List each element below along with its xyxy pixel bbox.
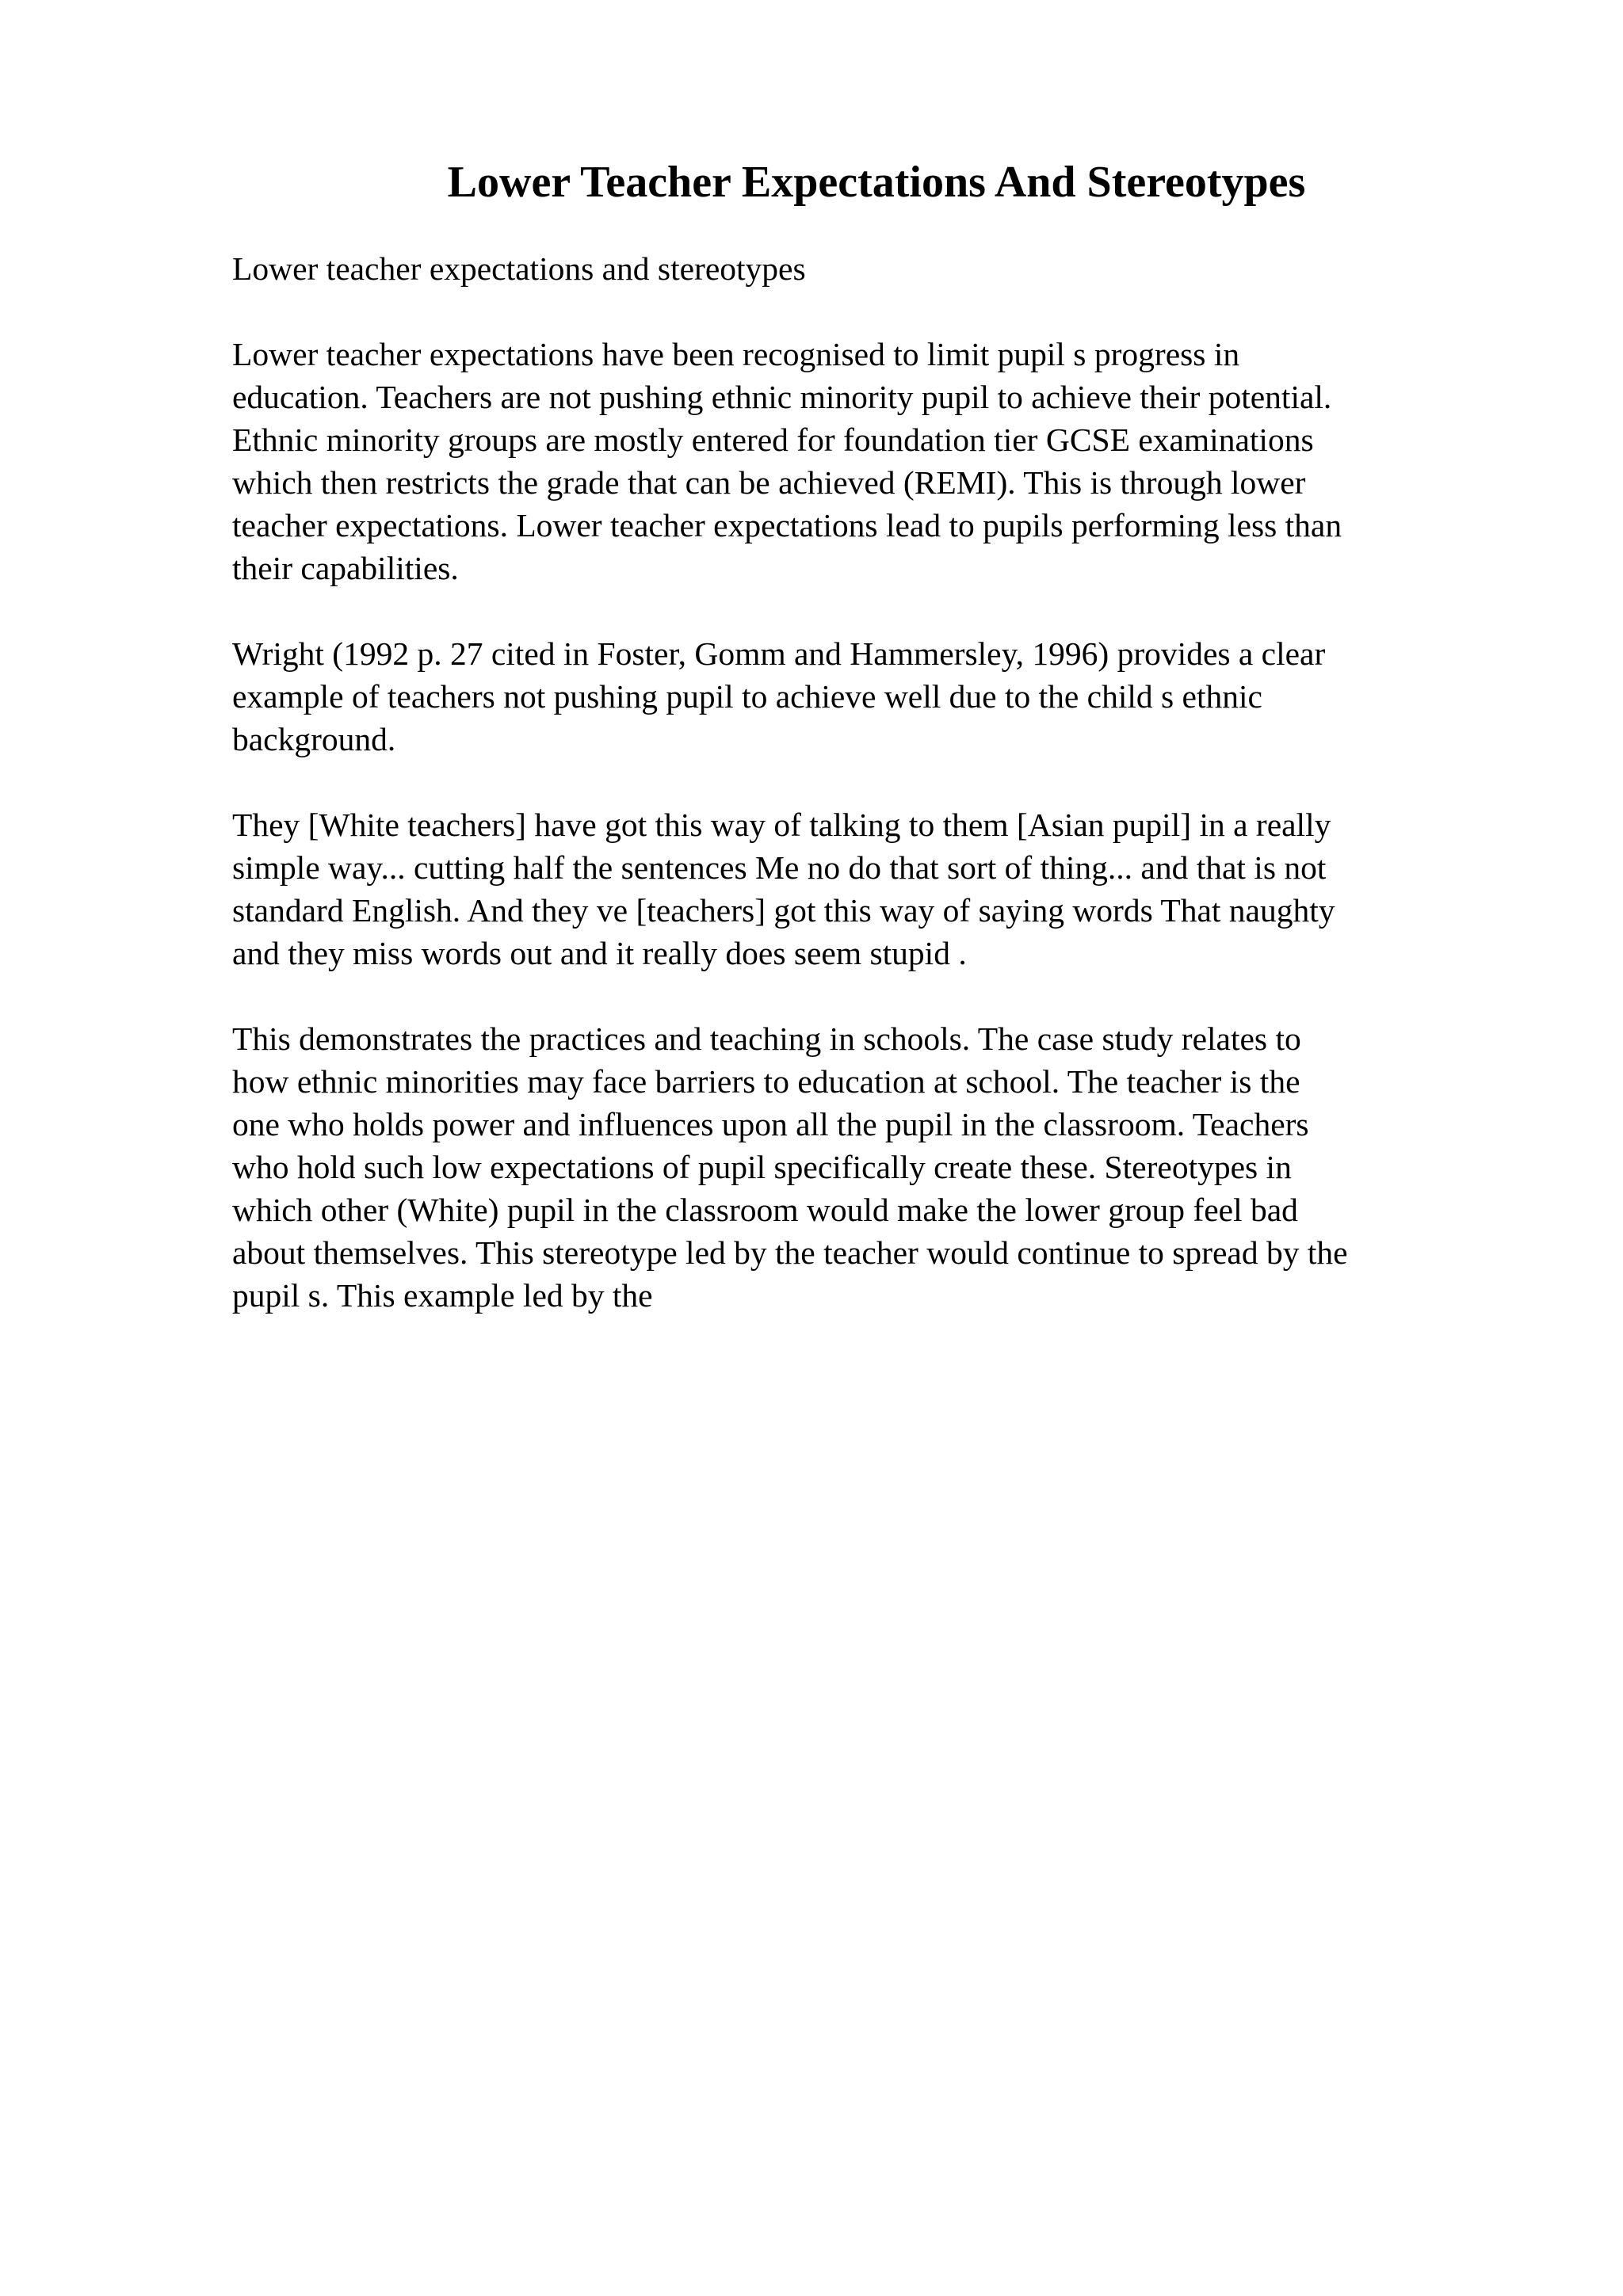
text-line: how ethnic minorities may face barriers to education at school. The teacher is the <box>232 1063 1300 1100</box>
text-line: teacher expectations. Lower teacher expectations lead to pupils performing less than <box>232 507 1342 543</box>
paragraph <box>232 1017 1500 1317</box>
text-line: one who holds power and influences upon all the pupil in the classroom. Teachers <box>232 1106 1309 1142</box>
text-line: example of teachers not pushing pupil to achieve well due to the child s ethnic <box>232 678 1262 715</box>
text-line: which other (White) pupil in the classroom would make the lower group feel bad <box>232 1192 1298 1228</box>
paragraph <box>232 803 1500 974</box>
text-line: background. <box>232 721 396 757</box>
text-line: about themselves. This stereotype led by the teacher would continue to spread by the <box>232 1234 1348 1271</box>
text-line: which then restricts the grade that can be achieved (REMI). This is through lower <box>232 464 1306 501</box>
text-line: and they miss words out and it really does seem stupid . <box>232 935 967 971</box>
text-line: education. Teachers are not pushing ethnic minority pupil to achieve their potential. <box>232 379 1332 415</box>
paragraph <box>232 333 1500 589</box>
text-line: Lower teacher expectations have been recognised to limit pupil s progress in <box>232 336 1240 372</box>
text-line: This demonstrates the practices and teaching in schools. The case study relates to <box>232 1020 1301 1057</box>
text-line: Ethnic minority groups are mostly entered for foundation tier GCSE examinations <box>232 421 1314 458</box>
text-line: their capabilities. <box>232 550 459 586</box>
paragraph <box>232 247 1500 290</box>
text-line: simple way... cutting half the sentences Me no do that sort of thing... and that is not <box>232 849 1327 886</box>
document-title: Lower Teacher Expectations And Stereotypes <box>447 158 1306 207</box>
document-body <box>232 247 1500 1360</box>
text-line: Wright (1992 p. 27 cited in Foster, Gomm and Hammersley, 1996) provides a clear <box>232 635 1326 672</box>
paragraph <box>232 632 1500 761</box>
text-line: standard English. And they ve [teachers] got this way of saying words That naughty <box>232 892 1335 929</box>
text-line: pupil s. This example led by the <box>232 1277 653 1314</box>
text-line: who hold such low expectations of pupil specifically create these. Stereotypes in <box>232 1149 1292 1185</box>
text-line: They [White teachers] have got this way of talking to them [Asian pupil] in a really <box>232 807 1331 843</box>
text-line: Lower teacher expectations and stereotypes <box>232 250 806 287</box>
